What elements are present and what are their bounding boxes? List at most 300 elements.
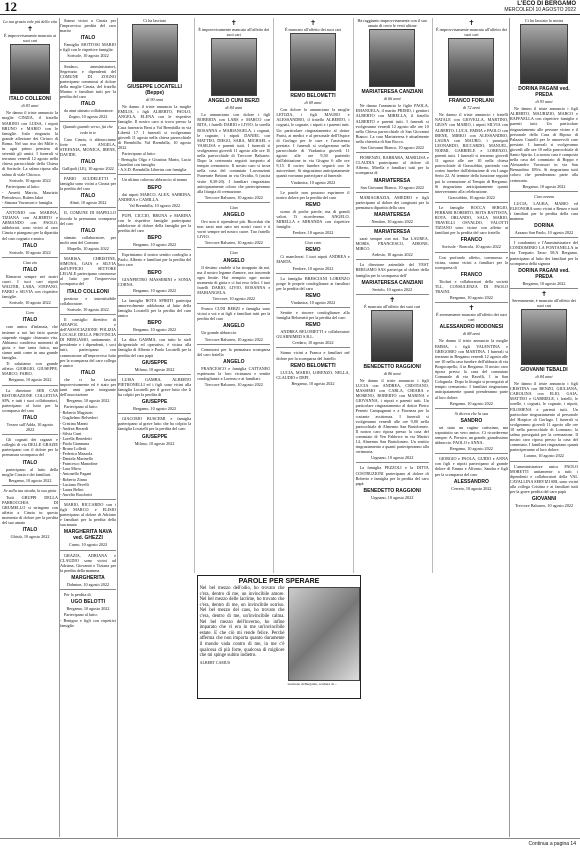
notice-text: GIACOMO BUSCEMI e famiglia partecipano al grave lutto che ha colpito la famiglia Locatelli per la perdita del caro (118, 416, 192, 432)
notice-name: REMO (305, 201, 321, 208)
notice-name: MARGHERITA NAVA ved. GHEZZI (63, 529, 113, 542)
notice-name: ANGELO (223, 257, 245, 264)
notice-date: Curno, 10 agosto 2022 (68, 542, 108, 548)
notice-text: Il destino crudele ti ha strappato da noi, ma il nostro legame d'amore, ora trascende ogni limite. Hai riempito ogni nostro momento di gioia e ci hai reso felici. I tuoi fratelli DARIO, LIVIO, ROSANNA e MARIANGELA. (197, 264, 271, 295)
participation-list: - Arnetti Marcia, Maurizio Pietrafesco, Ruben Jakei - Simona Vavassori e famiglia (2, 189, 58, 205)
deceased-photo (520, 24, 568, 84)
publication-date: MERCOLEDÌ 10 AGOSTO 2022 (504, 7, 576, 13)
divider (510, 461, 578, 462)
deceased-age: di 84 anni (225, 105, 243, 111)
notice-name: ITALO (22, 459, 38, 466)
notice-text: LUISA GAMBA, ALBERTO PIETRONELLI ed i figli sono vicini alla famiglia Locatelli per il grave lutto che li ha colpiti per la perdita di (118, 376, 192, 398)
notice-text: Franco CUNI BERZI e famiglia sono vicini a voi e ai figli e familiari tutti per la perdita del caro (197, 306, 271, 322)
notice-text: partecipano al lutto della moglie Cinzia e dei familiari. (2, 466, 58, 477)
notice-text: sei stato un cugino carissimo, ma soprattutto un vero amico. Ci ricorderemo sempre. A. Pernice, un grande, grandissimo abbraccio. PAOLO e ANNA. (434, 424, 508, 446)
deceased-age: di 83 anni (21, 103, 39, 109)
deceased-name: BENEDETTO RAGGIONI (363, 363, 421, 370)
notice-salutation: Ciao nonna (534, 193, 554, 199)
notice-text: I condomini e l'Amministratore del CONDOMINIO LA FONTANELLA in via Torquato Tasso 50/A Bergamo, partecipano al lutto dei familiari per la scomparsa della signora (510, 240, 578, 266)
notice-text: Commossi per la prematura scomparsa del caro fratello (197, 346, 271, 357)
divider (60, 253, 116, 254)
divider (118, 413, 191, 414)
divider (118, 249, 191, 250)
divider (60, 499, 116, 500)
divider (276, 187, 349, 188)
deceased-photo (211, 38, 257, 96)
notice-name: REMO BELOMETTI (290, 362, 336, 369)
notice-text: stimato collaboratore, per molti anni del Comune. (60, 234, 116, 245)
divider (510, 288, 578, 289)
participation-heading: Partecipano al lutto: (122, 151, 156, 157)
notice-text: MARIAGRAZIA, AMEDEO e figli partecipano al dolore dei congiunti per la prematura dipartita della cara (355, 194, 429, 210)
divider (2, 385, 58, 386)
divider (60, 121, 116, 122)
notice-text: La famiglia ROTA SPIRITI partecipa amorevolmente addolorata al lutto della famiglia Locatelli per la perdita del caro amico (118, 297, 192, 319)
notice-date: Milano, 10 agosto 2022 (134, 440, 175, 446)
notice-date: San Giovanni Bianco, 10 agosto 2022 (360, 145, 424, 151)
notice-text: Tutti GRUPPI DELLA PARROCCHIA DI GRUMELLO si stringono con affetto a Cinzia in questo momento di dolore per la perdita del suo amato (2, 494, 58, 526)
notice-date: Azzano San Paolo, 10 agosto 2022 (514, 230, 574, 236)
notice-date: Bergamo, 10 agosto 2022 (133, 406, 177, 412)
cross-icon: ✝ (389, 295, 396, 304)
notice-name: BENEDETTO RAGGIONI (363, 487, 421, 494)
notice-text: ANDREA BELOMETTI e collaboratori GUARNIMED S.R.L. (276, 329, 350, 340)
notice-text: dai nipoti MARCO, ALEX, SABRINA, ANDREA e CAMILLA. (118, 191, 192, 202)
notice-date: Sorisole, 10 agosto 2022 (67, 53, 109, 59)
notice-text: FIORENZO, BARBARA, MARILISA e CLAUDIA partecipano al dolore di Alberto, Mirella e familiari tutti per la scomparsa di (355, 155, 429, 176)
notice-date: Fredore, 10 agosto 2022 (292, 230, 334, 236)
deceased-age: di 84 anni (535, 374, 553, 379)
notice-date: Treccore, 10 agosto 2022 (212, 296, 256, 302)
divider (2, 207, 58, 208)
notice-date: Bergamo, 10 agosto 2022 (449, 400, 493, 406)
notice-belometti (273, 18, 349, 573)
parole-section (118, 575, 508, 699)
notice-text: Siamo vicini a Cinzia per l'improvvisa perdita del caro marito (60, 18, 116, 34)
divider (356, 192, 429, 193)
divider (510, 191, 578, 192)
notice-name: ALESSANDRO (453, 478, 489, 485)
notice-text: Ne danno il triste annuncio i fratelli NATALE con GIOVELLA, MARTINO, GIUSY con MARIO, i nipoti SILVIA con ALBERTO, LUCA, EMMA e PAOLO con IRENE, MIRKO con ALESSANDRO, LAURA con MAURO, i pronipoti LEONARDO, RICCARDO, MANUEL, NOEMI, GABRIELE e LORENZO, parenti tutti. I funerali si terranno giovedì 11 agosto alle ore 10 nella chiesa parrocchiale di Grassobbio, partendo con corteo funebre dall'abitazione di via Lungo Serio 22. Al termine della funzione seguirà poi la cremazione al Tempio di Bergamo. Si ringraziano anticipatamente quanti interverranno alla celebrazione. (434, 112, 508, 194)
notice-date: Treccore Balsareo, 10 agosto 2022 (204, 194, 263, 200)
notice-name: ITALO COLLEONI (67, 288, 109, 295)
notice-text: Ne danno il triste annuncio la moglie CINZIA, il fratello MARINO con LUISA, i nipoti BRUNO e MARIO con le famiglie. Italo ringrazia la grande affezione dei Ciriaco di Roma. Nel suo riso dei Mille e, in ogni primo pensiero di serenità gli amici. I funerali si terranno venerdì 12 agosto nella chiesa parrocchiale della Chiesa di Sorisole. La salma riposa alla salma di viale Chiosco. (2, 110, 58, 177)
divider (276, 307, 349, 308)
notice-text: caro amico d'infanzia, che insieme a noi hai fatto queste stupende viaggio chiamato vita. Abbiamo condiviso momenti di gioia e fare tanta fatica, ma siamo uniti come in una grande famiglia. (2, 324, 58, 361)
divider (356, 462, 429, 463)
notice-salutation: Caro (25, 310, 35, 316)
notice-name: ITALO (80, 227, 96, 234)
divider (435, 302, 508, 303)
divider (356, 226, 429, 227)
parole-text-block (200, 586, 285, 687)
notice-text: Il consiglio direttivo di AIEAPOL e dell'ASSOCIAZIONE POLIZIA LOCALE DELLA PROVINCIA DI BERGAMO, unitamente, il presidente e i dipendenti, i soci tutti, partecipano con commozione all'improvviso lutto per la scomparsa del caro collega e amico (60, 316, 116, 368)
deceased-photo (521, 309, 567, 365)
divider (276, 237, 349, 238)
notices-row (118, 18, 508, 573)
notice-text: ANTONIO con MARINA, TIZIANA con ALBERTO e ARMANDO con PAOLO, addolorati, sono vicini al caro Cinzia e piangono per la dipartita del caro cognato e amico (2, 210, 58, 241)
notice-name: ITALO (80, 158, 96, 165)
page-header (0, 0, 580, 15)
deceased-photo (448, 38, 494, 96)
notice-date: Treccore Balsareo, 10 agosto 2022 (204, 336, 263, 342)
notice-date: Dalmine, 10 agosto 2022 (66, 581, 110, 587)
notice-date: Bergamo, 10 agosto 2022 (66, 398, 110, 404)
divider (276, 347, 349, 348)
notice-date: Fredore, 10 agosto 2022 (292, 265, 334, 271)
notice-text: GIORGIO e PAOLA, GUIDO e ANNA con figli e nipoti partecipano al grande dolore di Emma e Alfonso, Sandra e figli per la scomparsa del caro (434, 456, 508, 477)
deceased-name: REMO BELOMETTI (290, 93, 336, 100)
notice-text: Esprimiamo il nostro sentito cordoglio a Paolo, Alberto e familiari per la perdita del loro caro (118, 252, 192, 268)
participation-list: - Roberto Magistris - Guglielmo Belvederi - Cristina Manni - Andrea Berardi - Silvia Cuni - Lorella Benedetti - Paola Giannuna - Bruno Lolletti - Federica Mazzola - Daniela Marinello - Francesco Manodine - Lara Mirra - Antonello Pagani - Roberto Zinna - Luciano Pavelli - Laura Belini - Aurelio Bacchetti (60, 410, 98, 497)
notice-name: ITALO (22, 317, 38, 324)
notice-intro: È improvvisamente mancato all'affetto dei suoi cari (198, 27, 270, 38)
notice-date: Urgnano, 10 agosto 2022 (371, 455, 414, 461)
notice-date: Val Brembilla, 10 agosto 2022 (129, 202, 181, 208)
parole-spacer (364, 575, 508, 699)
notice-date: Trezzo sull'Adda, 10 agosto 2022 (6, 421, 54, 433)
cross-icon: ✝ (541, 289, 547, 298)
notice-text: MARIO, RICCARDO con i figli MARCO e ELISIO partecipano al dolore di Adriano e familiari per la perdita della sua amata (60, 501, 116, 528)
notice-intro: È serenamente mancato all'affetto dei suoi cari (436, 312, 507, 323)
parole-body (200, 586, 359, 687)
notice-name: ANGELO (223, 211, 245, 218)
column-3 (118, 18, 508, 839)
notice-text: L'amministratore unico PAOLO MORETTI unitamente a tutti i dipendenti e collaboratori della VAL CAVALLINA SERVIZI SRL sono vicini alla collega Cristina e ai familiari tutti per la grave perdita del caro papà (510, 463, 578, 494)
notice-text: che ci ha lasciati improvvisamente ed è stato per tanti anni parte integrante dell'associazione (60, 376, 116, 398)
divider (60, 314, 116, 315)
notice-name: FRANCO (460, 271, 483, 278)
divider (60, 589, 116, 590)
notice-name: MARIATERESA CANZIANI (361, 279, 423, 286)
notice-date: Sorisole, 10 agosto 2022 (9, 300, 51, 306)
notice-cuni-berzi (194, 18, 270, 573)
notice-text: Con dolore lo annunciano la moglie LETIZIA, i figli MAURO e ALESSANDRO, il fratello ALBERTO, i cognati, le cognate, i nipoti e i parenti tutti. Un particolare ringraziamento al dottor Parisi, ai medici e al personale dell'Ospice di Gorlago per le cure e l'assistenza prestate. I funerali si svolgeranno nella parrocchiale di Viadanica giovedì 11 agosto alle ore 9,30 partendo dall'abitazione in via Giugno 6 alle ore 9,15. Il corteo funebre seguirà con le autovetture. Si ringraziano anticipatamente quanti vorranno partecipare al funerale. (276, 107, 350, 179)
notice-text: Titolari e collaboratori della società TLL, CONSULENZA DI PAOLO TRAINI. (434, 278, 508, 294)
column-4 (510, 18, 578, 839)
participation-heading: Partecipano al lutto: (64, 612, 98, 618)
notice-date: Viadanica, 10 agosto 2022 (290, 299, 336, 305)
notice-text: GRAZIA, ADRIANA e CLAUDIO sono vicini ad Adriana, Giovanni e Tiziana per la perdita della mamma (60, 552, 116, 573)
notice-text: La famiglia PEZZOLI e la DITTA COSTRUZIONI partecipano al dolore di Roberto e famiglia per la perdita del caro papà (355, 465, 429, 486)
notice-name: GIUSEPPE (141, 399, 168, 406)
notice-date: Treccore Balsareo, 10 agosto 2022 (514, 503, 574, 509)
notice-text: Ne danno il triste annuncio i figli ALBERTO, MAURIZIO, MARCO e RAFFAELLA con rispettive famiglie e parenti tutti. Un particolare ringraziamento alle persone vicine e il personale della Casa di Riposo di Palazzo Castelli per le amorevoli cure prestate. I funerali si svolgeranno giovedì alle ore 10 nella parrocchiale di Santo Spirito. La nostra cara è composta nella casa del commiato di Boppo e Alessandro Vavassori in via San Bernardino 109/a. Si ringraziano tutti coloro che prenderanno parte alla cerimonia. (510, 106, 578, 183)
notice-canziani (353, 18, 429, 573)
divider (118, 295, 191, 296)
notice-text: Oro non ti ripenderai più. Ricordati che non sarai mai nato nei nostri cuori e ti vorrò sempre nel nostro cuore. Tuo fratello LIVIO. (197, 218, 271, 240)
notice-text: Le famiglie ROCCA SERGIO, FERRARI ROBERTO, ROTA BATTISTA, ROTA ORLANDO, SALA MARIO, TRAVELLI OSVALDO, VALOTTI TIZIANO sono vicine con affetto ai familiari per la perdita del caro fratello (434, 204, 508, 236)
divider (197, 202, 270, 203)
notice-name: REMO (305, 292, 321, 299)
deceased-name: ITALO COLLEONI (9, 96, 51, 103)
deceased-photo (132, 24, 178, 82)
deceased-name: DORINA PAGANI ved. PREDA (518, 86, 570, 99)
notice-date: Bergamo, 10 agosto 2022 (449, 446, 493, 452)
notice-salutation: Si diceva che la sua (454, 410, 489, 416)
notice-name: GIUSEPPE (141, 433, 168, 440)
notice-intro: Ha raggiunto improvvisamente con il suo amato di certo le vesti ultime (357, 18, 427, 29)
notice-date: Zogno, 10 agosto 2022 (68, 114, 108, 120)
notice-name: BEPO (147, 184, 162, 191)
notice-date: Bergamo, 10 agosto 2022 (133, 242, 177, 248)
notice-text: PUPI, CICCIO, BRUNA e MARINA con le rispettive famiglie partecipano addolorate al dolore della famiglia per la perdita del caro (118, 212, 192, 234)
notice-date: Sorisole, 10 agosto 2022 (67, 306, 109, 312)
notice-date: Sorisole, 10 agosto 2022 (9, 249, 51, 255)
publication-info (504, 1, 576, 13)
notice-intro: È mancato all'affetto dei suoi cari (364, 303, 421, 309)
notice-name: MARIATERESA (374, 228, 411, 235)
divider (2, 257, 58, 258)
notice-intro: È improvvisamente mancato ai suoi cari (4, 33, 56, 44)
notice-date: Ardesio, 10 agosto 2022 (371, 252, 413, 258)
notice-date: Grassobbio, 10 agosto 2022 (448, 194, 495, 200)
notice-name: DORINA (534, 223, 554, 230)
divider (197, 344, 270, 345)
notice-name: MARGHERITA (71, 574, 105, 581)
photo-credit: Gestione di Bergamo, scultura di ... (287, 682, 338, 687)
notice-lead: Ci ha lasciato (143, 18, 166, 23)
notice-date: Cerreto, 10 agosto 2022 (451, 485, 492, 491)
divider (118, 374, 191, 375)
deceased-photo (369, 29, 415, 87)
deceased-name: ALESSANDRO MODONESI (439, 324, 504, 331)
deceased-photo (290, 33, 336, 91)
page-number: 12 (4, 0, 17, 14)
notice-text: FABIO SCUDELETTI e famiglia sono vicini a Cinzia per la perdita del caro (60, 176, 116, 192)
notice-intro: È improvvisamente mancato all'affetto dei suoi cari (435, 27, 507, 38)
notice-text: Ne danno l'annuncio le figlie PAOLA, EMANUELA, il marito PRIMO, i genitori ALBERTO con MIRELLA, il fratello ALBERTO e parenti tutti. I funerali si svolgeranno venerdì 12 agosto alle ore 10 nella Chiesa parrocchiale di San Giovanni Bianco. La cara Mariateresa è attualmente nella chiesetta di San Rocco. (355, 103, 429, 144)
notice-date: Ghisiù, 10 agosto 2022 (10, 534, 50, 540)
divider (197, 247, 270, 248)
notice-text: Gli cognati dei ragazzi e colleghi di via DELLE GRAZIE partecipano con il dolore per la prematura scomparsa del (2, 437, 58, 458)
notice-date: Bergamo, 10 agosto 2022 (522, 280, 566, 286)
notice-date: Mapello, 10 agosto 2022 (67, 245, 109, 251)
notice-name: ITALO (22, 527, 38, 534)
divider (60, 550, 116, 551)
notice-name: BEPO (147, 235, 162, 242)
notice-text: LUCIA, MARIO, LORENZO, NELLA, CLAUDIO e DEPI. (276, 369, 350, 380)
notice-text: Ne danno il triste annuncio la moglie EMMA, i figli VALENTINA e GREGORIO con MARTINA. I funerali si terranno in Bergamo venerdì 12 agosto alle ore 10 nella casa funebre dell'abbazia di via Borgocapello, 4 in Bergamo. Il nostro caro riposa presso la casa del commiato Comunale di via Ravelli, 1 in San Colognola. Dopo la liturgia si proseguirà al tempio crematorio. I familiari ringraziano anticipatamente quanti prenderanno parte al loro dolore. (434, 338, 508, 400)
divider (435, 202, 508, 203)
divider (356, 294, 429, 295)
notice-text: da anni stimato collaboratore. (64, 108, 114, 114)
parole-author: ALBERT CAMUS (199, 659, 231, 665)
notice-name: MARIATERESA (374, 177, 411, 184)
notice-text: Ne danno il triste annuncio i figli LUCIA con ANDREA, CRISTIANO, MASSIMO con CARLA, CHIARA e MORENO, ROBERTO con MARINA e GIOVANNA, i nipoti e parenti tutti. Un particolare ringraziamento al dottor Pietro Pesenti Campagnoni e a Fiorenza per la costante assistenza. I funerali si svolgeranno venerdì alle ore 9,00 nella parrocchiale di Almenno San Bartolomeo. Il nostro caro riposa presso la casa del commiato di Ven Fabbrice in via Martiri 14, Almenno San Bartolomeo. Un sentito ringraziamento a quanti parteciperanno alla cerimonia. (355, 377, 429, 455)
notice-date: Sorisole - Roncola, 10 agosto 2022 (441, 244, 501, 250)
notice-text: Ne danno il triste annuncio i figli CRISTINA con RENZO, GIULIANA, CAROLINA con ELIO, GAIA, MATTEO e GABRIELE, i fratelli, le sorelle, i cognati, le cognate, i nipoti, FILOMENA e parenti tutti. Un particolare ringraziamento al personale del Hospice di Gorlago. I funerali si svolgeranno giovedì 11 agosto alle ore 10 nella parrocchiale di Lomazzo, la salma proseguirà per la cremazione. Il nostro caro riposa presso la casa del commiato. I familiari ringraziano quanti parteciperanno al loro dolore. (510, 381, 578, 453)
divider (510, 237, 578, 238)
deceased-age: di 88 anni (462, 331, 480, 337)
notice-name: ITALO (80, 193, 96, 200)
divider (118, 210, 191, 211)
divider (2, 434, 58, 435)
deceased-age: di 69 anni (304, 100, 322, 106)
notice-text: sarai sempre con noi. Tua LAUREA, MORIS, FRANCESCO, AIRONE, MIRCO. (355, 235, 429, 252)
notice-date: Lurano, 10 agosto 2022 (524, 453, 564, 459)
notice-text: Sentite e sincere condoglianze alla famiglia Belometti per la perdita del caro (276, 310, 350, 321)
notice-text: LUCIA, LAURA, MARIO ed ELEONORA sono vicini a Renzo e tutti i familiari per la perdita della cara mamma (510, 200, 578, 222)
notice-date: Nembro, 10 agosto 2022 (371, 218, 413, 224)
divider (60, 173, 116, 174)
notice-salutation: Ciao caro (304, 240, 322, 246)
divider (2, 485, 58, 486)
notice-locatelli (118, 18, 191, 573)
notice-date: Bergamo, 10 agosto 2022 (133, 327, 177, 333)
notice-name: DORINA PAGANI ved. PREDA (518, 267, 570, 280)
divider (435, 408, 508, 409)
notice-date: Bergamo, 10 agosto 2022 (66, 606, 110, 612)
deceased-name: GIOVANNI TEBALDI (520, 367, 568, 373)
notice-name: SANDRO (460, 417, 483, 424)
notice-text: Un grande abbraccio. (201, 330, 238, 336)
deceased-name: ANGELO CUNI BERZI (208, 98, 260, 105)
divider (356, 259, 429, 260)
notice-date: Treccore Balsareo, 10 agosto 2022 (204, 382, 263, 388)
notice-date: Bergamo, 10 agosto 2022 (522, 183, 566, 189)
deceased-age: di 72 anni (462, 105, 480, 111)
notice-date: Almè, 10 agosto 2022 (69, 200, 107, 206)
participation-list: - Benigno e figli con rispettivi famiglie (60, 618, 116, 629)
notice-name: REMO (305, 247, 321, 254)
notice-name: REMO (305, 322, 321, 329)
notice-salutation: Ciao (229, 250, 238, 256)
column-1 (2, 18, 58, 839)
notice-text: Ci mancherai. I tuoi nipoti ANDREA e MARTA. (276, 254, 350, 265)
notice-text: La famiglia BRESCIANI LORENZO porge le proprie condoglianze ai familiari per la perdita del caro (276, 275, 350, 291)
parole-image-block (288, 586, 359, 687)
cross-icon: ✝ (468, 304, 475, 313)
divider (276, 273, 349, 274)
publication-name: L'ECO DI BERGAMO (517, 1, 576, 7)
notice-text: La ditta GAMMA, con tutto lo staff dirigenziale ed operativo, è vicina alla famiglia di Alberto e Paolo Locatelli per la perdita del caro papà (118, 337, 192, 358)
sculpture-photo (288, 587, 361, 681)
notice-name: ITALO (80, 369, 96, 376)
deceased-name: GIUSEPPE LOCATELLI (Beppe) (127, 84, 182, 97)
notice-salutation: Ciao (229, 204, 238, 210)
notice-text: Ne danno il triste annuncio la moglie EMILIA, i figli ALBERTO, PAOLO, ANGELA, ELENA con le rispettive famiglie. Il nostro caro si trova presso la Casa funeraria Beni a Val Brembilla in via Libertà 17. I funerali si svolgeranno giovedì 11 agosto nella chiesa parrocchiale di Brembilla. Val Brembilla, 10 agosto 2022 (118, 104, 192, 150)
cross-icon: ✝ (468, 19, 475, 27)
deceased-age: di 66 anni (383, 96, 401, 102)
notice-name: UGO BELOTTI (70, 599, 106, 606)
notice-text: Per la perdita di (64, 591, 91, 597)
participation-list: - Bertuglia Olga e Giustina Marin, Lucio Guardini con famiglia - A.S.D. Brembilla Libertas con famiglia (118, 157, 192, 173)
notice-epigraph: La tua grazia vale più della vita (3, 19, 57, 24)
notice-text: La direzione aziendale del VEST BERGAMO SAS partecipa al dolore della famiglia per la scomparsa dell' (355, 262, 429, 278)
notice-text: FRANCESCO e famiglia CATTANEO esprimono la loro vicinanza e sentite condoglianze a Lorenzo e ai familiari. (197, 365, 271, 382)
notice-salutation: Ciao zio (22, 259, 38, 265)
continue-link[interactable]: Continua a pagina 14 (528, 841, 576, 847)
divider (60, 207, 116, 208)
notice-intro: Serenamente, è mancato all'affetto dei suoi cari (512, 297, 576, 308)
notice-text: Famiglia MOTTOSI MARIO e figli con le rispettive famiglie. (60, 42, 116, 53)
notice-date: Bergamo, 10 agosto 2022 (8, 477, 52, 483)
notice-date: Milano, 10 agosto 2022 (134, 366, 175, 372)
cross-icon: ✝ (230, 19, 237, 27)
notice-name: ITALO (80, 101, 96, 108)
notice-date: Viadanica, 10 agosto 2022 (290, 179, 336, 185)
cross-icon: ✝ (27, 25, 33, 34)
parole-per-sperare-box (197, 575, 362, 699)
notice-name: GIOVANNI (531, 496, 557, 503)
notice-lead: Ci ha lasciato la nostra (524, 18, 564, 23)
notice-date: Bergamo, 10 agosto 2022 (133, 287, 177, 293)
parole-spacer (118, 575, 194, 699)
divider (118, 334, 191, 335)
notice-text: La direzione SER CAR RISTORAZIONE COLLETIVA SPA, e tutti i suoi collaboratori, partecipano al lutto per la scomparsa del caro (2, 387, 58, 413)
participation-heading: Partecipano al lutto: (6, 183, 40, 189)
notice-forlani (432, 18, 508, 573)
notice-name: FRANCO (460, 237, 483, 244)
notice-name: BEPO (147, 269, 162, 276)
notice-date: Bergamo, 10 agosto 2022 (449, 295, 493, 301)
notice-name: GIUSEPPE (141, 359, 168, 366)
notice-date: San Giovanni Bianco, 10 agosto 2022 (360, 184, 424, 190)
column-2 (60, 18, 116, 839)
deceased-age: di 90 anni (146, 97, 164, 103)
notice-name: ITALO (22, 414, 38, 421)
page-footer (0, 838, 580, 849)
notice-text: MARISA, CHRISTINE, SIMONA, GAIA e SILVIA dell'UFFICIO SETTORE LEGALE partecipano commosse al lutto per l'improvvisa scomparsa del (60, 256, 116, 287)
notice-text: Con profondo affetto, commosso e vicina, siamo vicini a familiari per la scomparsa di (434, 254, 508, 270)
divider (356, 152, 429, 153)
notice-text: Rimarrai sempre nei nostri cuori. I tuoi cari nipoti WALTER, LARA, STEFANO, FABIO e SILVIA con rispettive famiglie. (2, 273, 58, 300)
deceased-age: di 93 anni (535, 99, 553, 105)
notice-text: Sindaco, amministratori, Segretario e dipendenti del COMUNE DI ZOGNO partecipano commossi al dolore della moglie Cinzia, del fratello Marino e familiari tutti per la perdita del caro (60, 63, 116, 100)
notice-date: Gallipoli (LE), 10 agosto 2022 (62, 165, 114, 171)
divider (197, 303, 270, 304)
notice-name: ITALO (22, 242, 38, 249)
deceased-photo (10, 44, 50, 94)
notice-date: Bergamo, 10 agosto 2022 (291, 380, 335, 386)
notice-intro: È mancato all'affetto dei suoi cari (284, 27, 342, 32)
notice-text: uomo di poche parole, ma di grandi valori. Ti ricorderemo. ANGELO, MIRELLA e MIRANDA con rispettive famiglie. (276, 208, 350, 230)
notice-date: Bergamo, 10 agosto 2022 (8, 377, 52, 383)
deceased-name: MARIATERESA CANZIANI (361, 89, 423, 96)
notice-name: ANGELO (223, 358, 245, 365)
divider (118, 174, 191, 175)
notice-name: BEPO (147, 320, 162, 327)
deceased-name: FRANCO FORLANI (448, 98, 494, 105)
notice-text: Lo annunciano con dolore i figli ROBERTA con LARS e MARCO con RITA, i fratelli DARIO e LIVIO, la sorella ROSANNA e MARIANGELA, i cognati, le cognate, i nipoti DANIEL con MATTEO, DIEGO, SARA, MICHAEL e VASILISA e parenti tutti. I funerali si svolgeranno giovedì 11 agosto alle ore 10 nella parrocchiale di Treccore Balsareo. Dopo la cerimonia seguirà trasporto al tempio crematorio. Il nostro caro si trova nella casa del commiato Lavorazioni Funerarie Bettoni in via Orcidia, 6 (uscita visite 8,30-20). I familiari ringraziano anticipatamente coloro che parteciperanno alla liturgia di cremazione. (197, 112, 271, 194)
divider (435, 252, 508, 253)
participation-heading: Partecipano al lutto: (64, 404, 98, 410)
notice-text: GIANPIETRO MASSERINI e SONIA CORNA. (118, 276, 192, 287)
parole-poem: Nel bel mezzo dell'odio, ho trovato che c'era, dentro di me, un invincibile amore. Nel bel mezzo delle lacrime, ho trovato che c'era, dentro di me, un invincibile sorriso. Nel bel mezzo del caos, ho trovato che c'era, dentro di me, un'invincibile calma. Nel bel mezzo dell'inverno, ho infine imparato che vi era in me un'invincibile estate. E che ciò mi rende felice. Perché afferma che non importa quanto duramente il mondo vada contro di me, in me c'è qualcosa di più forte, qualcosa di migliore che mi spinge subito indietro. (199, 586, 285, 659)
notice-text: Ti salutiamo con grande affetto: GIORGIO, GIUSEPPE, MARCO, FABIO. (2, 361, 58, 377)
notice-name: MARIATERESA (374, 211, 411, 218)
notice-name: ANGELO (223, 323, 245, 330)
deceased-photo (371, 310, 413, 362)
notice-text: Un ultimo caloroso abbraccio al nonno (122, 177, 188, 183)
notice-text: Le parole non possono esprimere il nostro dolore per la perdita del caro (276, 189, 350, 200)
notice-date: Sertolo, 10 agosto 2022 (372, 286, 413, 292)
notice-name: ITALO (22, 266, 38, 273)
notice-date: Sorisole, 10 agosto 2022 (9, 177, 51, 183)
notice-date: Urgnano, 10 agosto 2022 (371, 494, 414, 500)
notice-salutation: Se sulla tua strada, la tua gioia (3, 487, 57, 493)
notice-salutation: Quando guardo verso, fai che veda in te (63, 124, 113, 135)
notice-text: Siamo vicini a Franca e familiari nel dolore per la scomparsa del fratello (276, 350, 350, 361)
divider (2, 307, 58, 308)
deceased-age: di 86 anni (383, 370, 401, 376)
divider (60, 61, 116, 62)
cross-icon: ✝ (310, 19, 316, 27)
divider (435, 453, 508, 454)
notice-text: Caro Cinzia, ti abbracciamo forte con ANGELA, STEFANIA, MONICA, IRENE, DAVIDE. (60, 136, 116, 157)
notice-text: prezioso e insostituibile collaboratore. (60, 295, 116, 306)
